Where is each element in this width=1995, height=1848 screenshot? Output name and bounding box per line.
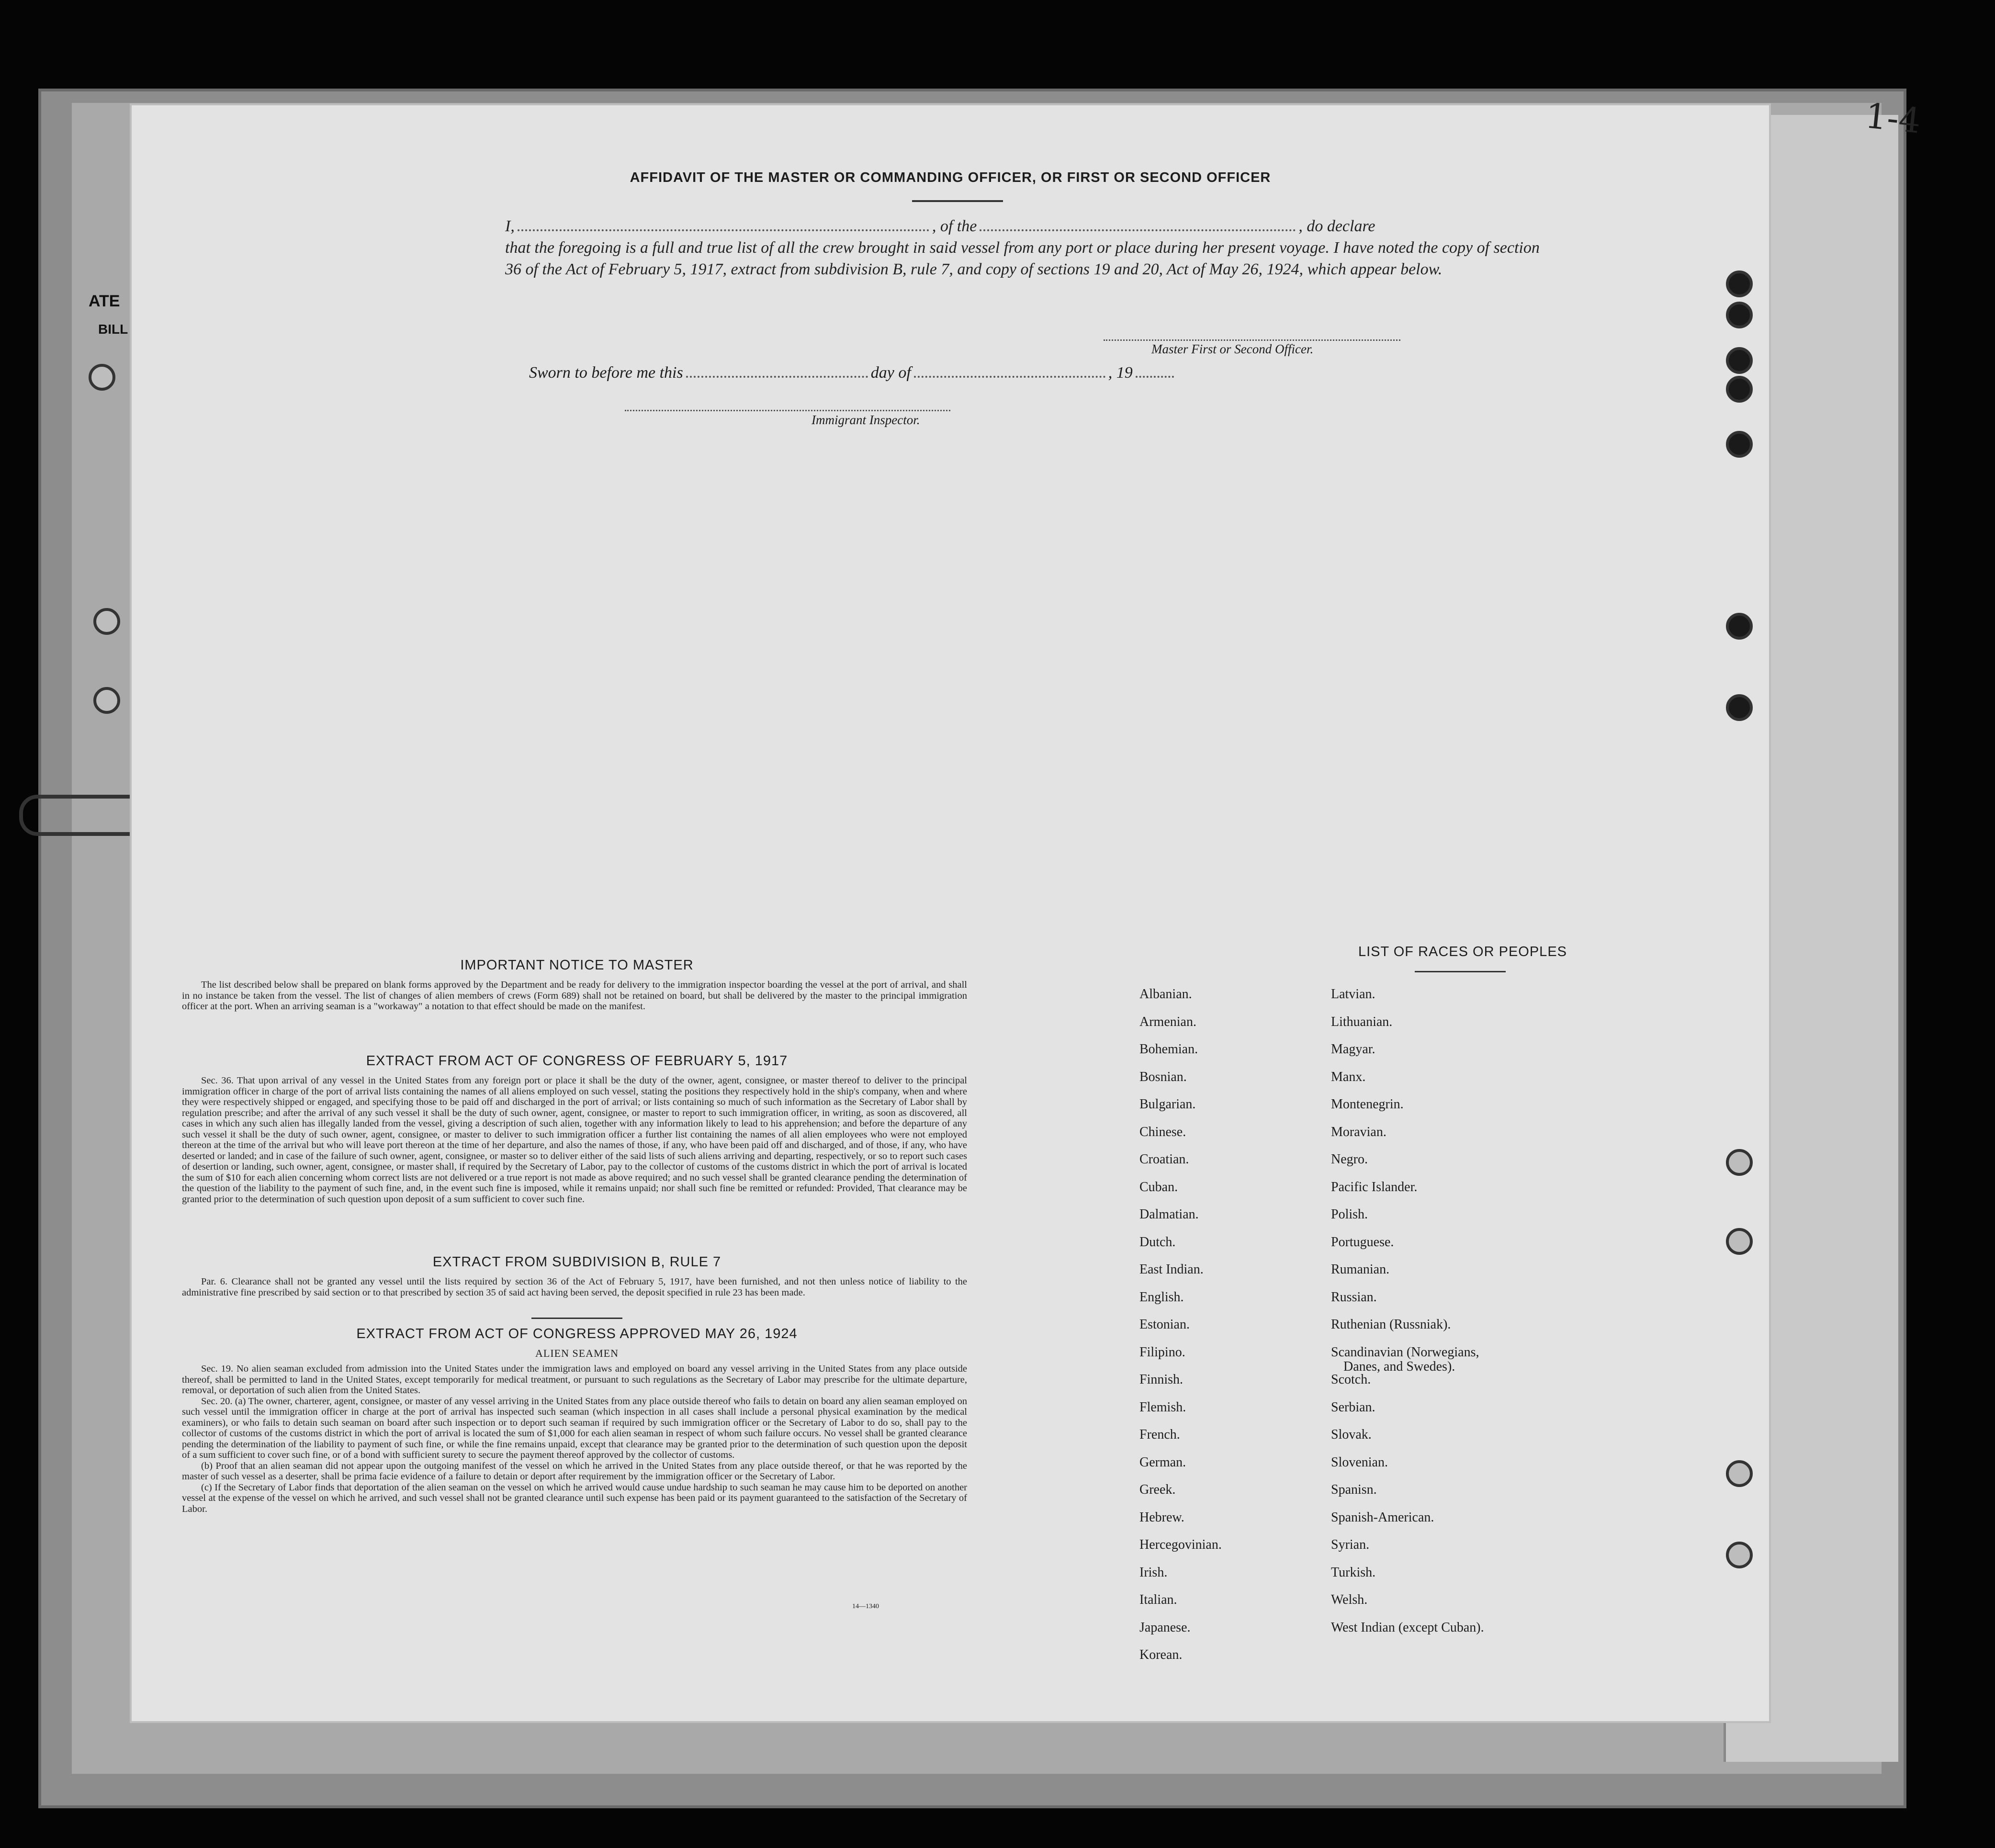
race-label: French. — [1139, 1427, 1180, 1442]
race-label: Manx. — [1331, 1069, 1366, 1084]
race-label: Bulgarian. — [1139, 1097, 1196, 1112]
race-label: Welsh. — [1331, 1592, 1368, 1607]
sec20c-paragraph: (c) If the Secretary of Labor finds that deportation of the alien seaman on the vessel on which he arrived would cause undue hardship to such seaman he may cause him to be deported on another vessel at the expense of the vessel on which he arrived, and such vessel shall not be granted clearance until such expense has been paid or its payment guaranteed to the satisfaction of the Secretary of Labor. — [182, 1482, 967, 1514]
race-label: East Indian. — [1139, 1262, 1204, 1277]
race-label: Latvian. — [1331, 987, 1375, 1002]
races-column-1 — [1139, 987, 1222, 1676]
sec19-paragraph: Sec. 19. No alien seaman excluded from admission into the United States under the immigration laws and employed on board any vessel arriving in the United States from any place outside thereof, shall be permitted to land in the United States, except temporarily for medical treatment, or pursuant to such regulations as the Secretary of Labor may prescribe for the ultimate departure, removal, or deportation of such alien from the United States. — [182, 1363, 967, 1396]
race-item — [1139, 1207, 1222, 1235]
vessel-name-field[interactable] — [980, 229, 1296, 231]
punch-hole-icon — [1726, 1228, 1753, 1255]
sec20b-paragraph: (b) Proof that an alien seaman did not appear upon the outgoing manifest of the vessel on which he arrived in the United States from any place outside thereof, or that he was reported by the master of such vessel as a deserter, shall be prima facie evidence of a failure to detain or deport after requirement by the immigration officer or the Secretary of Labor. — [182, 1460, 967, 1482]
race-item — [1331, 1455, 1484, 1483]
sworn-lead: Sworn to before me this — [529, 364, 683, 382]
punch-hole-icon — [1726, 1149, 1753, 1176]
race-label: Bosnian. — [1139, 1069, 1187, 1084]
race-label: Spanish-American. — [1331, 1510, 1434, 1525]
affidavit-title: AFFIDAVIT OF THE MASTER OR COMMANDING OFFICER, OR FIRST OR SECOND OFFICER — [630, 170, 1271, 185]
race-item — [1331, 1042, 1484, 1070]
race-item — [1331, 1290, 1484, 1318]
manifest-page — [132, 105, 1769, 1721]
race-item — [1331, 1070, 1484, 1098]
races-divider — [1415, 971, 1506, 972]
race-item — [1139, 1566, 1222, 1593]
extract-1917-body — [182, 1075, 967, 1205]
punch-hole-icon — [1726, 613, 1753, 640]
race-item — [1139, 1345, 1222, 1373]
sworn-year-field[interactable] — [1136, 376, 1174, 378]
race-label: Rumanian. — [1331, 1262, 1390, 1277]
race-label: Armenian. — [1139, 1014, 1196, 1029]
binder-hole-icon — [93, 608, 120, 635]
handwritten-page-number: 1-4 — [1863, 95, 1923, 141]
extract-1924-body — [182, 1363, 967, 1514]
race-item — [1139, 1593, 1222, 1621]
race-item — [1331, 1345, 1484, 1373]
race-item — [1139, 1097, 1222, 1125]
sec36-paragraph: Sec. 36. That upon arrival of any vessel in the United States from any foreign port or place it shall be the duty of the owner, agent, consignee, or master thereof to deliver to the principal immigration officer in charge of the port of arrival lists containing the names of all aliens employed on such vessel, stating the positions they respectively hold in the ship's company, when and where they were respectively shipped or engaged, and specifying those to be paid off and discharged in the port of arrival; or lists containing so much of such information as the Secretary of Labor shall by regulation prescribe; and after the arrival of any such vessel it shall be the duty of such owner, agent, consignee, or master to report to such immigration officer, in writing, as soon as discovered, all cases in which any such alien has illegally landed from the vessel, giving a description of such alien, together with any information likely to lead to his apprehension; and before the departure of any such vessel it shall be the duty of such owner, agent, consignee, or master to deliver to such immigration officer a further list containing the names of all alien employees who were not employed thereon at the time of the arrival but who will leave port thereon at the time of her departure, and also the names of those, if any, who have been paid off and discharged, and of those, if any, who have deserted or landed; and in case of the failure of such owner, agent, consignee, or master so to deliver either of the said lists of such aliens arriving and departing, respectively, or so to report such cases of desertion or landing, such owner, agent, consignee, or master shall, if required by the Secretary of Labor, pay to the collector of customs of the customs district in which the port of arrival is located the sum of $10 for each alien concerning whom correct lists are not delivered or a true report is not made as above required; and no such vessel shall be granted clearance pending the determination of the question of the liability to the payment of such fine, and, in the event such fine is imposed, while it remains unpaid; nor shall such fine be remitted or refunded: Provided, That clearance may be granted prior to the determination of such question upon deposit of a sum sufficient to cover such fine. — [182, 1075, 967, 1205]
sworn-day-field[interactable] — [686, 376, 868, 378]
race-label: Ruthenian (Russniak). — [1331, 1317, 1451, 1332]
race-item — [1139, 1180, 1222, 1208]
race-item — [1139, 1621, 1222, 1648]
sworn-line — [529, 364, 1177, 382]
race-item — [1139, 1483, 1222, 1510]
race-label: Korean. — [1139, 1647, 1183, 1662]
race-label: Scotch. — [1331, 1372, 1371, 1387]
punch-hole-icon — [1726, 347, 1753, 374]
race-item — [1331, 1566, 1484, 1593]
race-item — [1331, 1015, 1484, 1043]
notice-title: IMPORTANT NOTICE TO MASTER — [460, 958, 694, 973]
punch-hole-icon — [1726, 1542, 1753, 1568]
race-item — [1139, 1125, 1222, 1153]
race-label: Turkish. — [1331, 1565, 1376, 1580]
notice-paragraph: The list described below shall be prepared on blank forms approved by the Department and be ready for delivery to the immigration inspector boarding the vessel at the port of arrival, and shall in no instance be taken from the vessel. The list of changes of alien members of crews (Form 689) shall not be retained on board, but shall be delivered by the master to the principal immigration officer at the port. When an arriving seaman is a "workaway" a notation to that effect should be made on the manifest. — [182, 980, 967, 1012]
sec20a-paragraph: Sec. 20. (a) The owner, charterer, agent, consignee, or master of any vessel arriving in the United States from any place outside thereof who fails to detain on board any alien seaman employed on such vessel until the immigration officer in charge at the port of arrival has inspected such seaman (which inspection in all cases shall include a personal physical examination by the medical examiners), or who fails to detain such seaman on board after such inspection or to deport such seaman if required by such immigration officer or the Secretary of Labor to do so, shall pay to the collector of customs of the customs district in which the port of arrival is located the sum of $1,000 for each alien seaman in respect of whom such failure occurs. No vessel shall be granted clearance pending the determination of the liability to payment of such fine, or while the fine remains unpaid, except that clearance may be granted prior to the determination of such question upon the deposit of a sum sufficient to cover such fine, or of a bond with sufficient surety to secure the payment thereof approved by the collector of customs. — [182, 1396, 967, 1460]
punch-hole-icon — [1726, 270, 1753, 297]
race-item — [1331, 1207, 1484, 1235]
master-name-field[interactable] — [518, 229, 929, 231]
race-item — [1139, 1152, 1222, 1180]
form-number: 14—1340 — [852, 1603, 879, 1610]
race-label: Chinese. — [1139, 1124, 1186, 1139]
race-label: Italian. — [1139, 1592, 1177, 1607]
binder-hole-icon — [89, 364, 115, 391]
race-item — [1139, 1373, 1222, 1400]
race-item — [1139, 1235, 1222, 1263]
race-item — [1139, 1538, 1222, 1566]
race-label: Moravian. — [1331, 1124, 1386, 1139]
par6-paragraph: Par. 6. Clearance shall not be granted any vessel until the lists required by section 36 of the Act of February 5, 1917, have been furnished, and not then unless notice of liability to the administrative fine prescribed by said section or to that prescribed by section 35 of said act having been served, the deposit specified in rule 23 has been made. — [182, 1276, 967, 1298]
race-item — [1331, 1373, 1484, 1400]
punch-hole-icon — [1726, 431, 1753, 458]
race-item — [1331, 1180, 1484, 1208]
race-label-continuation: Danes, and Swedes). — [1343, 1359, 1455, 1374]
year-label: , 19 — [1108, 364, 1133, 382]
race-item — [1331, 1235, 1484, 1263]
race-item — [1139, 1400, 1222, 1428]
race-item — [1331, 1621, 1484, 1648]
race-item — [1139, 1455, 1222, 1483]
race-item — [1331, 1125, 1484, 1153]
stub-text-ate: ATE — [89, 292, 120, 310]
race-label: Finnish. — [1139, 1372, 1183, 1387]
master-signature-field[interactable] — [1104, 339, 1400, 341]
notice-body — [182, 980, 967, 1012]
races-title: LIST OF RACES OR PEOPLES — [1358, 944, 1567, 959]
race-label: Slovenian. — [1331, 1454, 1388, 1470]
race-item — [1331, 1510, 1484, 1538]
affidavit-body: that the foregoing is a full and true list of all the crew brought in said vessel from any port or place during her present voyage. I have noted the copy of section 36 of the Act of February 5, 1917, extract from subdivision B, rule 7, and copy of sections 19 and 20, Act of May 26, 1924, which appear below. — [505, 239, 1540, 278]
race-label: Dalmatian. — [1139, 1207, 1199, 1222]
race-item — [1331, 987, 1484, 1015]
race-item — [1331, 1538, 1484, 1566]
race-label: Serbian. — [1331, 1399, 1375, 1415]
race-item — [1139, 1318, 1222, 1345]
race-item — [1331, 1483, 1484, 1510]
race-label: German. — [1139, 1454, 1186, 1470]
day-of-label: day of — [870, 364, 911, 382]
title-divider — [912, 200, 1003, 202]
race-label: Pacific Islander. — [1331, 1179, 1418, 1194]
race-label: Flemish. — [1139, 1399, 1186, 1415]
race-label: Polish. — [1331, 1207, 1368, 1222]
race-item — [1139, 1042, 1222, 1070]
affidavit-first-line — [505, 215, 1558, 237]
extract-1917-title: EXTRACT FROM ACT OF CONGRESS OF FEBRUARY 5, 1917 — [366, 1053, 788, 1069]
inspector-signature-field[interactable] — [625, 410, 950, 411]
race-label: Croatian. — [1139, 1152, 1189, 1167]
race-label: Hercegovinian. — [1139, 1537, 1222, 1552]
race-item — [1331, 1097, 1484, 1125]
race-label: Estonian. — [1139, 1317, 1190, 1332]
race-item — [1139, 1262, 1222, 1290]
race-label: Albanian. — [1139, 987, 1192, 1002]
race-label: Greek. — [1139, 1482, 1176, 1497]
race-label: Hebrew. — [1139, 1510, 1184, 1525]
extract-1924-title: EXTRACT FROM ACT OF CONGRESS APPROVED MAY 26, 1924 — [356, 1326, 798, 1341]
race-label: Bohemian. — [1139, 1042, 1198, 1057]
extract-rule7-title: EXTRACT FROM SUBDIVISION B, RULE 7 — [432, 1254, 721, 1270]
race-label: Irish. — [1139, 1565, 1168, 1580]
race-label: Dutch. — [1139, 1234, 1176, 1250]
race-item — [1331, 1152, 1484, 1180]
race-label: Scandinavian (Norwegians, — [1331, 1344, 1479, 1360]
race-item — [1331, 1400, 1484, 1428]
race-label: Portuguese. — [1331, 1234, 1394, 1250]
affidavit-lead: I, — [505, 217, 515, 235]
race-item — [1331, 1593, 1484, 1621]
punch-hole-icon — [1726, 302, 1753, 328]
race-item — [1139, 1015, 1222, 1043]
section-divider — [531, 1318, 622, 1319]
race-item — [1139, 987, 1222, 1015]
master-signature-label: Master First or Second Officer. — [1151, 342, 1314, 356]
race-item — [1139, 1510, 1222, 1538]
do-declare-label: , do declare — [1298, 217, 1375, 235]
sworn-month-field[interactable] — [914, 376, 1105, 378]
race-item — [1331, 1318, 1484, 1345]
race-label: Negro. — [1331, 1152, 1368, 1167]
race-item — [1139, 1290, 1222, 1318]
affidavit-text — [505, 215, 1558, 280]
extract-rule7-body — [182, 1276, 967, 1298]
race-label: Lithuanian. — [1331, 1014, 1393, 1029]
race-item — [1139, 1428, 1222, 1455]
race-label: Spanisn. — [1331, 1482, 1377, 1497]
stub-text-bill: BILL — [98, 322, 128, 337]
of-the-label: , of the — [932, 217, 977, 235]
punch-hole-icon — [1726, 1460, 1753, 1487]
race-item — [1139, 1070, 1222, 1098]
race-label: Filipino. — [1139, 1344, 1185, 1360]
race-label: West Indian (except Cuban). — [1331, 1620, 1484, 1635]
punch-hole-icon — [1726, 376, 1753, 403]
punch-hole-icon — [1726, 694, 1753, 721]
race-label: Cuban. — [1139, 1179, 1178, 1194]
race-item — [1331, 1428, 1484, 1455]
inspector-label: Immigrant Inspector. — [812, 413, 920, 427]
race-label: Japanese. — [1139, 1620, 1191, 1635]
race-label: Russian. — [1331, 1289, 1377, 1305]
race-label: Magyar. — [1331, 1042, 1375, 1057]
race-item — [1139, 1648, 1222, 1676]
race-label: Syrian. — [1331, 1537, 1370, 1552]
alien-seamen-subtitle: ALIEN SEAMEN — [535, 1347, 619, 1359]
binder-hole-icon — [93, 687, 120, 714]
races-column-2 — [1331, 987, 1484, 1648]
race-label: Slovak. — [1331, 1427, 1372, 1442]
race-label: English. — [1139, 1289, 1184, 1305]
race-item — [1331, 1262, 1484, 1290]
race-label: Montenegrin. — [1331, 1097, 1404, 1112]
